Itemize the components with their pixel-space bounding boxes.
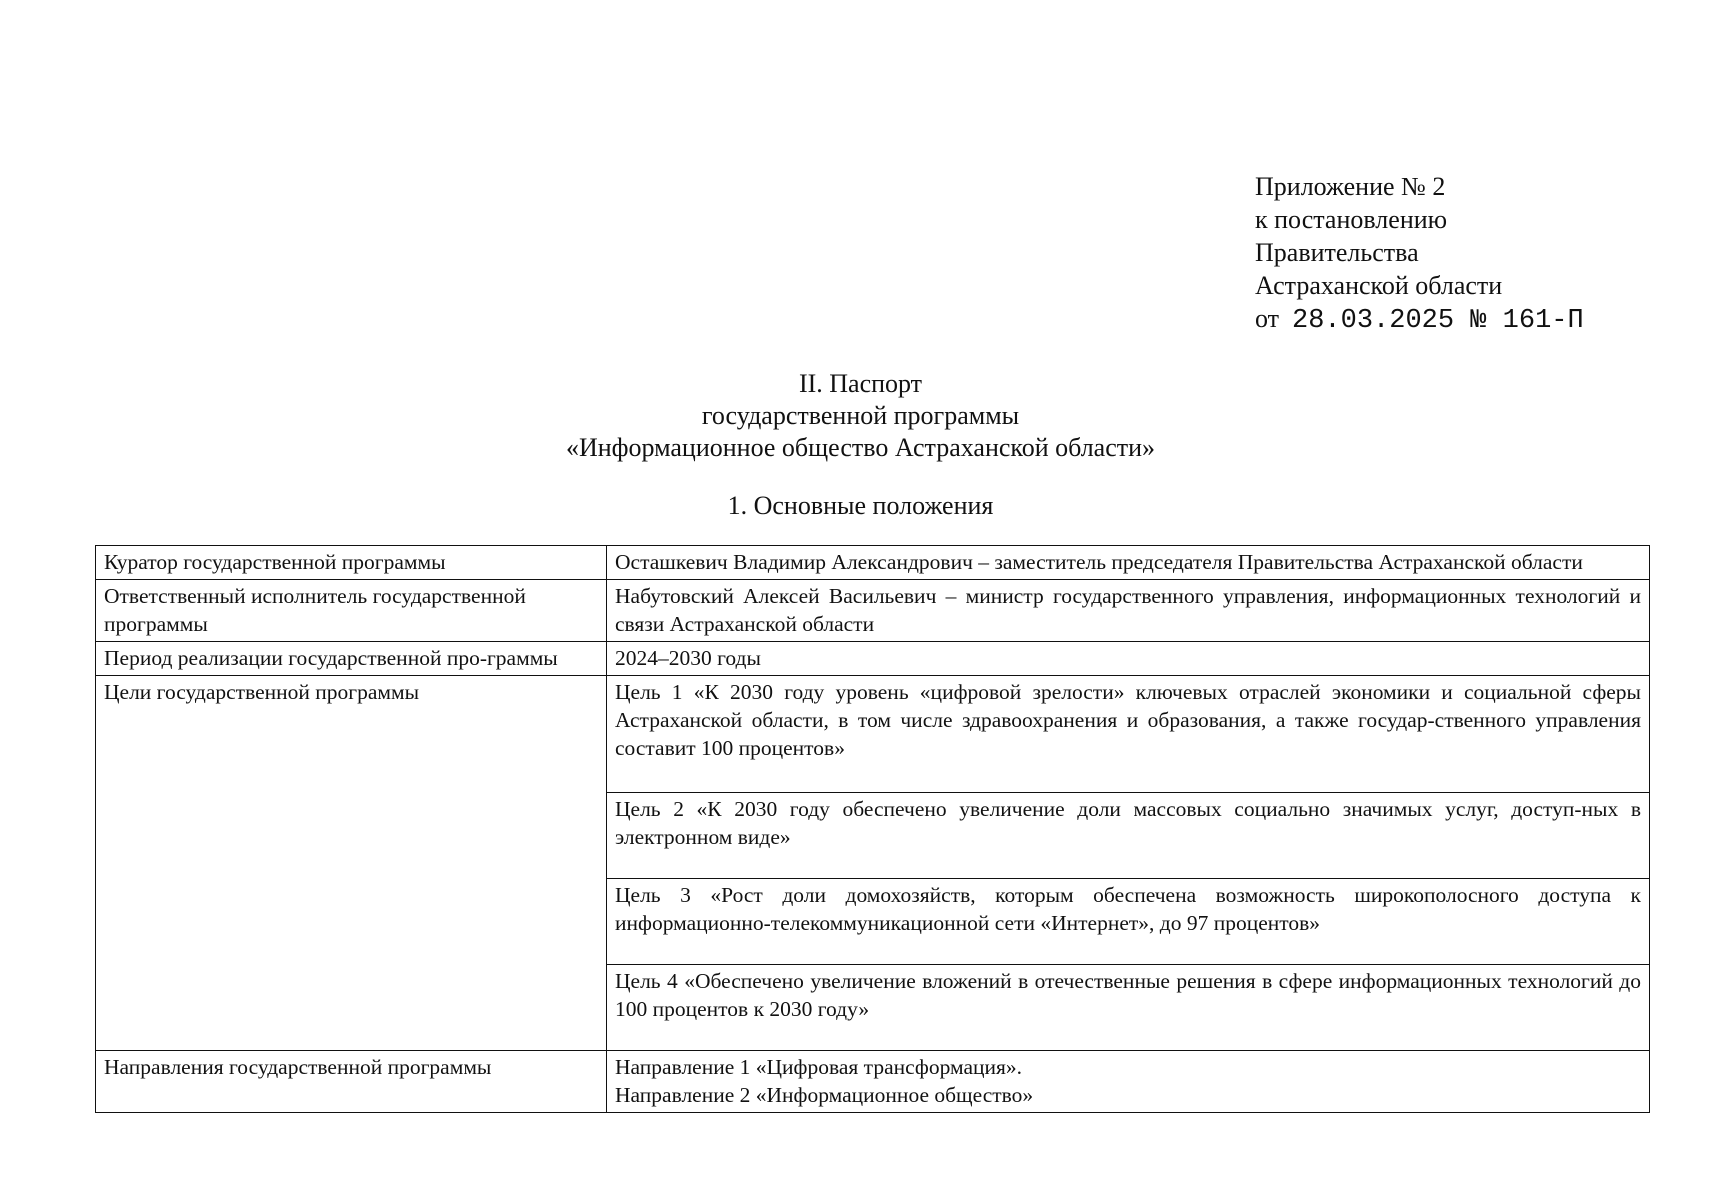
direction-1: Направление 1 «Цифровая трансформация».	[615, 1055, 1023, 1079]
row-label-period: Период реализации государственной про-граммы	[96, 642, 607, 676]
appendix-date-prefix: от	[1255, 304, 1280, 333]
appendix-government: Правительства	[1255, 238, 1419, 267]
passport-table	[95, 545, 1650, 1113]
row-label-goals: Цели государственной программы	[96, 676, 607, 1051]
row-value-curator: Осташкевич Владимир Александрович – заместитель председателя Правительства Астраханской области	[607, 546, 1650, 580]
goal-3: Цель 3 «Рост доли домохозяйств, которым обеспечена возможность широкополосного доступа к информационно-телекоммуникационной сети «Интернет», до 97 процентов»	[607, 878, 1649, 964]
row-label-executor: Ответственный исполнитель государственной программы	[96, 580, 607, 642]
appendix-header	[1255, 170, 1584, 338]
section-heading: 1. Основные положения	[727, 491, 994, 520]
goal-4: Цель 4 «Обеспечено увеличение вложений в отечественные решения в сфере информационных технологий до 100 процентов к 2030 году»	[607, 964, 1649, 1050]
document-title	[0, 368, 1721, 464]
row-value-goals	[607, 676, 1650, 1051]
table-row	[96, 546, 1650, 580]
title-line-passport: II. Паспорт	[798, 369, 923, 398]
row-value-directions	[607, 1051, 1650, 1113]
row-value-period: 2024–2030 годы	[607, 642, 1650, 676]
row-label-curator: Куратор государственной программы	[96, 546, 607, 580]
table-row-directions	[96, 1051, 1650, 1113]
goal-1: Цель 1 «К 2030 году уровень «цифровой зрелости» ключевых отраслей экономики и социальной сферы Астраханской области, в том числе здравоохранения и образования, а также государ-ственного управления составит 100 процентов»	[615, 680, 1641, 760]
row-value-executor: Набутовский Алексей Васильевич – министр государственного управления, информационных технологий и связи Астраханской области	[607, 580, 1650, 642]
appendix-region: Астраханской области	[1255, 271, 1503, 300]
row-label-directions: Направления государственной программы	[96, 1051, 607, 1113]
goal-2: Цель 2 «К 2030 году обеспечено увеличение доли массовых социально значимых услуг, доступ-ных в электронном виде»	[607, 792, 1649, 878]
direction-2: Направление 2 «Информационное общество»	[615, 1083, 1034, 1107]
table-row-goals	[96, 676, 1650, 1051]
title-line-program-name: «Информационное общество Астраханской области»	[565, 433, 1156, 462]
table-row	[96, 580, 1650, 642]
title-line-program: государственной программы	[701, 401, 1020, 430]
appendix-number: Приложение № 2	[1255, 172, 1446, 201]
appendix-date-stamp: 28.03.2025 № 161-П	[1292, 306, 1584, 336]
appendix-date-line	[1255, 302, 1584, 338]
table-row	[96, 642, 1650, 676]
appendix-to-resolution: к постановлению	[1255, 205, 1448, 234]
